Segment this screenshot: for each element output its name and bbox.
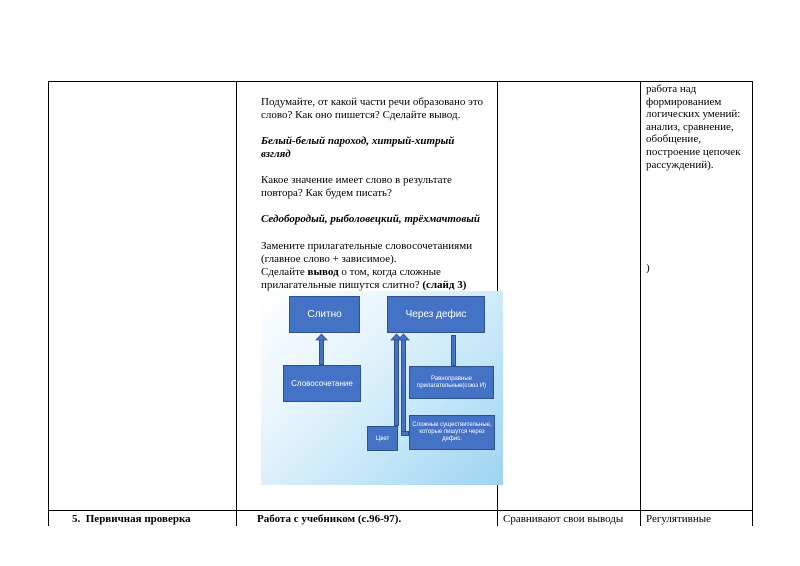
column-divider-1 (236, 81, 237, 526)
next-row-uud: Регулятивные (646, 513, 711, 525)
lesson-task-2: Сделайте вывод о том, когда сложные прилагательные пишутся слитно? (слайд 3) (261, 266, 467, 291)
box-fused: Слитно (289, 296, 360, 333)
box-phrase: Словосочетание (283, 365, 361, 402)
table-right-border (752, 81, 753, 526)
slide-diagram (261, 291, 503, 485)
lesson-questions-2: Какое значение имеет слово в результате повтора? Как будем писать? (261, 174, 452, 199)
row-divider (48, 510, 753, 511)
table-top-border (48, 81, 753, 82)
next-row-stage: 5. Первичная проверка (72, 513, 191, 525)
next-row-activity: Работа с учебником (с.96-97). (257, 513, 402, 525)
lesson-task-1: Замените прилагательные словосочетаниями (главное слово + зависимое). (261, 240, 473, 265)
box-equal: Равноправные прилагательные(союз И) (409, 366, 494, 399)
column-divider-3 (640, 81, 641, 526)
lesson-example-1: Белый-белый пароход, хитрый-хитрый взгляд (261, 135, 455, 160)
table-left-border (48, 81, 49, 526)
box-compound: Сложные существительные, которые пишутся через дефис. (409, 415, 495, 450)
arrow-heads (261, 291, 503, 485)
lesson-questions-1: Подумайте, от какой части речи образовано это слово? Как оно пишется? Сделайте вывод. (261, 96, 484, 121)
next-row-students: Сравнивают свои выводы (503, 513, 624, 525)
box-color: Цвет (367, 426, 398, 451)
lesson-example-2: Седобородый, рыболовецкий, трёхмачтовый (261, 213, 481, 225)
uud-paren: ) (646, 262, 650, 274)
box-hyphen: Через дефис (387, 296, 485, 333)
uud-text: работа над формированием логических умений: анализ, сравнение, обобщение, построение цепочек рассуждений). (646, 83, 741, 171)
